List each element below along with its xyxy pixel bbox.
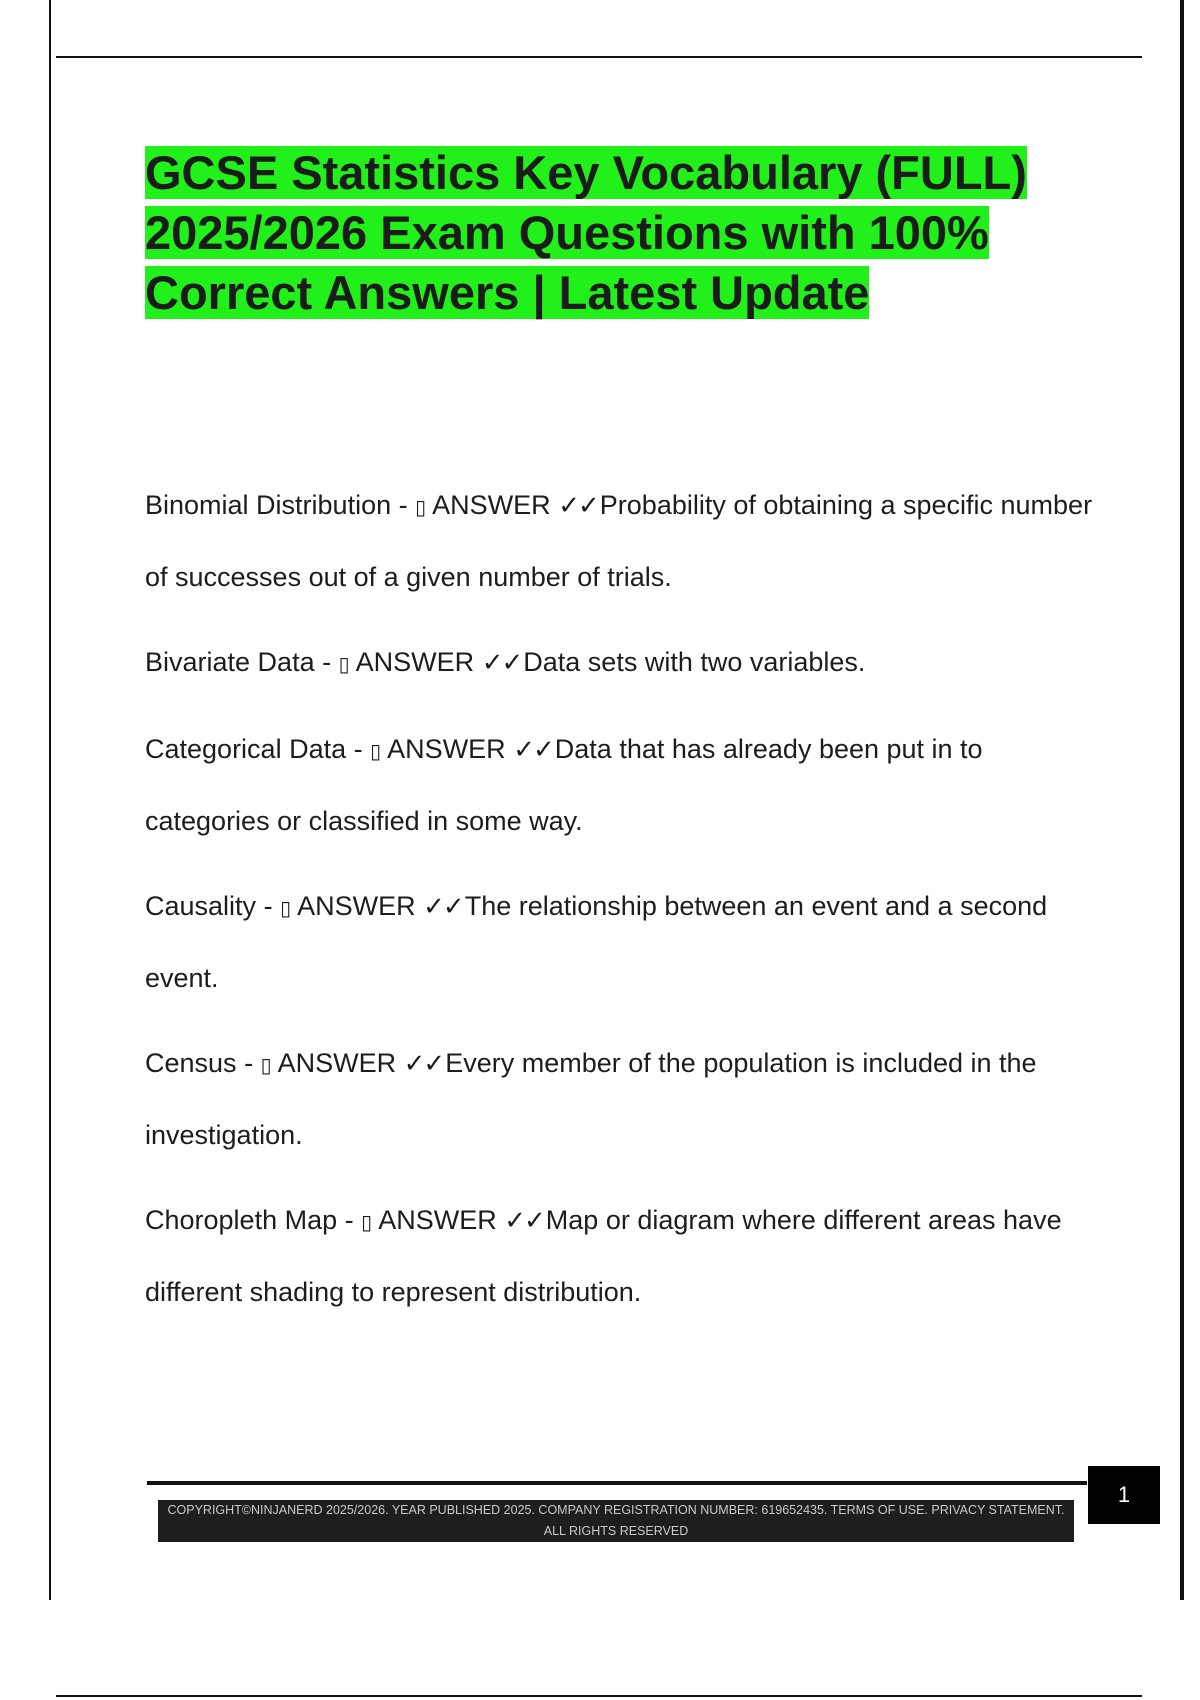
entry-separator: - bbox=[344, 1205, 354, 1235]
answer-label: ANSWER bbox=[387, 734, 506, 764]
missing-glyph-icon: ▯ bbox=[260, 1053, 272, 1077]
entry-separator: - bbox=[244, 1048, 254, 1078]
document-title bbox=[145, 143, 1145, 323]
answer-label: ANSWER bbox=[297, 891, 416, 921]
page-border-left bbox=[49, 0, 51, 1600]
document-title-text: GCSE Statistics Key Vocabulary (FULL) 2025/2026 Exam Questions with 100% Correct Answers | Latest Update bbox=[145, 146, 1027, 319]
vocabulary-entry bbox=[145, 1028, 1095, 1170]
vocabulary-entry bbox=[145, 470, 1095, 612]
double-check-icon: ✓✓ bbox=[513, 735, 553, 765]
entry-term: Choropleth Map bbox=[145, 1205, 338, 1235]
vocabulary-entry bbox=[145, 871, 1095, 1013]
answer-label: ANSWER bbox=[378, 1205, 497, 1235]
vocabulary-entry bbox=[145, 1185, 1095, 1327]
vocabulary-list bbox=[145, 470, 1095, 1342]
next-page-rule bbox=[56, 1695, 1142, 1697]
entry-separator: - bbox=[322, 647, 332, 677]
missing-glyph-icon: ▯ bbox=[415, 495, 427, 519]
entry-term: Binomial Distribution bbox=[145, 490, 392, 520]
page-border-right bbox=[1180, 0, 1184, 1600]
double-check-icon: ✓✓ bbox=[403, 1049, 444, 1079]
entry-definition: Data that has already been put in to categories or classified in some way. bbox=[145, 734, 983, 836]
entry-definition: Probability of obtaining a specific number of successes out of a given number of trials. bbox=[145, 490, 1093, 592]
entry-separator: - bbox=[353, 734, 363, 764]
entry-definition: Data sets with two variables. bbox=[523, 647, 866, 677]
missing-glyph-icon: ▯ bbox=[361, 1210, 373, 1234]
entry-term: Bivariate Data bbox=[145, 647, 315, 677]
entry-term: Census bbox=[145, 1048, 237, 1078]
entry-definition: Map or diagram where different areas have different shading to represent distribution. bbox=[145, 1205, 1062, 1307]
copyright-text: COPYRIGHT©NINJANERD 2025/2026. YEAR PUBLISHED 2025. COMPANY REGISTRATION NUMBER: 619652435. TERMS OF USE. PRIVACY STATEMENT. ALL RIGHTS RESERVED bbox=[158, 1500, 1074, 1542]
entry-term: Causality bbox=[145, 891, 257, 921]
vocabulary-entry bbox=[145, 714, 1095, 856]
vocabulary-entry bbox=[145, 627, 1095, 699]
header-rule bbox=[56, 56, 1142, 58]
double-check-icon: ✓✓ bbox=[558, 491, 598, 521]
double-check-icon: ✓✓ bbox=[423, 892, 463, 922]
entry-term: Categorical Data bbox=[145, 734, 347, 764]
entry-separator: - bbox=[263, 891, 273, 921]
missing-glyph-icon: ▯ bbox=[370, 739, 382, 763]
answer-label: ANSWER bbox=[432, 490, 551, 520]
missing-glyph-icon: ▯ bbox=[338, 652, 350, 676]
missing-glyph-icon: ▯ bbox=[280, 896, 292, 920]
page-number: 1 bbox=[1088, 1466, 1160, 1524]
copyright-band bbox=[158, 1500, 1074, 1542]
entry-definition: The relationship between an event and a second event. bbox=[145, 891, 1048, 993]
answer-label: ANSWER bbox=[277, 1048, 397, 1078]
double-check-icon: ✓✓ bbox=[481, 648, 522, 678]
answer-label: ANSWER bbox=[355, 647, 475, 677]
entry-separator: - bbox=[398, 490, 408, 520]
footer-rule bbox=[147, 1481, 1087, 1485]
entry-definition: Every member of the population is included in the investigation. bbox=[145, 1048, 1037, 1150]
double-check-icon: ✓✓ bbox=[504, 1206, 544, 1236]
